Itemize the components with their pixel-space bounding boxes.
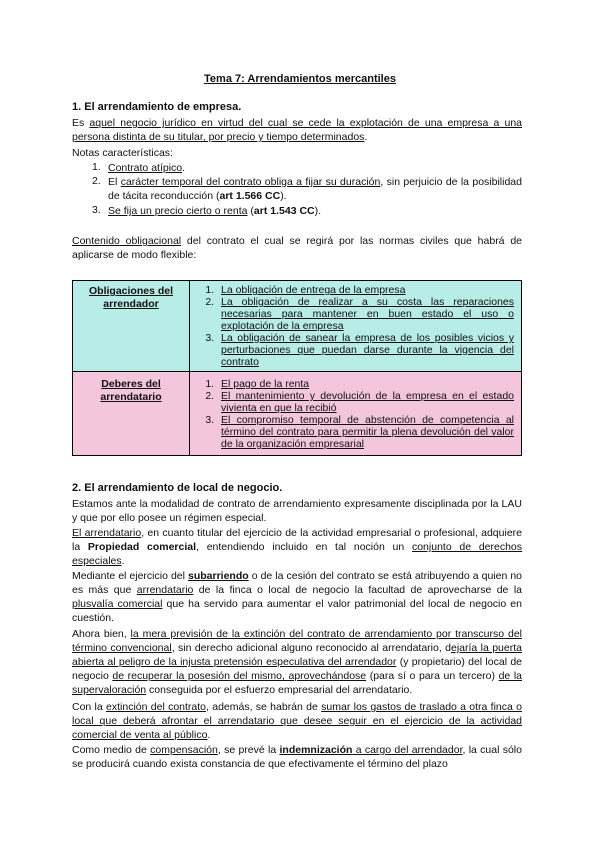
list-item: 1. El pago de la renta	[217, 378, 514, 390]
section2-paragraph-1: Estamos ante la modalidad de contrato de arrendamiento expresamente disciplinada por la LAU y que por ello posee un régimen especial.	[72, 498, 522, 524]
list-item: 3. La obligación de sanear la empresa de los posibles vicios y perturbaciones que puedan darse durante la vigencia del contrato	[217, 332, 514, 368]
contenido-obligacional-paragraph: Contenido obligacional del contrato el cual se regirá por las normas civiles que habrá de aplicarse de modo flexible:	[72, 235, 522, 261]
section1-heading: 1. El arrendamiento de empresa.	[72, 101, 242, 113]
page-title: Tema 7: Arrendamientos mercantiles	[204, 73, 396, 85]
row-items-arrendador	[190, 281, 522, 372]
note-3-number: 3.	[92, 204, 101, 216]
table-row	[73, 372, 522, 456]
note-2: El carácter temporal del contrato obliga a fijar su duración, sin perjuicio de la posibilidad de tácita reconducción (art 1.566 CC).	[108, 176, 522, 202]
obligations-table	[72, 280, 522, 456]
list-item: 2. La obligación de realizar a su costa las reparaciones necesarias para mantener en buen estado el uso o explotación de la empresa	[217, 296, 514, 332]
notes-label: Notas características:	[72, 147, 173, 159]
section2-paragraph-6: Como medio de compensación, se prevé la indemnización a cargo del arrendador, la cual sólo se producirá cuando exista constancia de que efectivamente el término del plazo	[72, 744, 522, 770]
row-label-arrendador: Obligaciones del arrendador	[73, 281, 190, 372]
list-item: 2. El mantenimiento y devolución de la empresa en el estado vivienta en que la recibió	[217, 390, 514, 414]
row-label-arrendatario: Deberes del arrendatario	[73, 372, 190, 456]
note-1: Contrato atípico.	[108, 162, 186, 174]
section2-heading: 2. El arrendamiento de local de negocio.	[72, 482, 283, 494]
row-items-arrendatario	[190, 372, 522, 456]
note-3: Se fija un precio cierto o renta (art 1.543 CC).	[108, 205, 322, 217]
list-item: 3. El compromiso temporal de abstención de competencia al término del contrato para permitir la plena devolución del valor de la organización empresarial	[217, 414, 514, 450]
section2-paragraph-4: Ahora bien, la mera previsión de la extinción del contrato de arrendamiento por transcurso del término convencional, sin derecho adicional alguno reconocido al arrendatario, dejaría la puerta abierta al peligro de la injusta pretensión especulativa del arrendador (y propietario) del local de negocio de recuperar la posesión del mismo, aprovechándose (para sí o para un tercero) de la supervaloración conseguida por el esfuerzo empresarial del arrendatario.	[72, 628, 523, 696]
table-row	[73, 281, 522, 372]
section2-paragraph-2: El arrendatario, en cuanto titular del ejercicio de la actividad empresarial o profesional, adquiere la Propiedad comercial, entendiendo incluido en tal noción un conjunto de derechos especiales.	[72, 527, 523, 567]
section2-paragraph-5: Con la extinción del contrato, además, se habrán de sumar los gastos de traslado a otra finca o local que deberá afrontar el arrendatario que desee seguir en el ejercicio de la actividad comercial de venta al público.	[72, 701, 522, 741]
section1-definition: Es aquel negocio jurídico en virtud del cual se cede la explotación de una empresa a una persona distinta de su titular, por precio y tiempo determinados.	[72, 117, 522, 143]
note-2-number: 2.	[92, 175, 101, 187]
list-item: 1. La obligación de entrega de la empresa	[217, 284, 514, 296]
note-1-number: 1.	[92, 161, 101, 173]
section2-paragraph-3: Mediante el ejercicio del subarriendo o de la cesión del contrato se está atribuyendo a quien no es más que arrendatario de la finca o local de negocio la facultad de aprovecharse de la plusvalía comercial que ha servido para aumentar el valor patrimonial del local de negocio en cuestión.	[72, 570, 523, 624]
